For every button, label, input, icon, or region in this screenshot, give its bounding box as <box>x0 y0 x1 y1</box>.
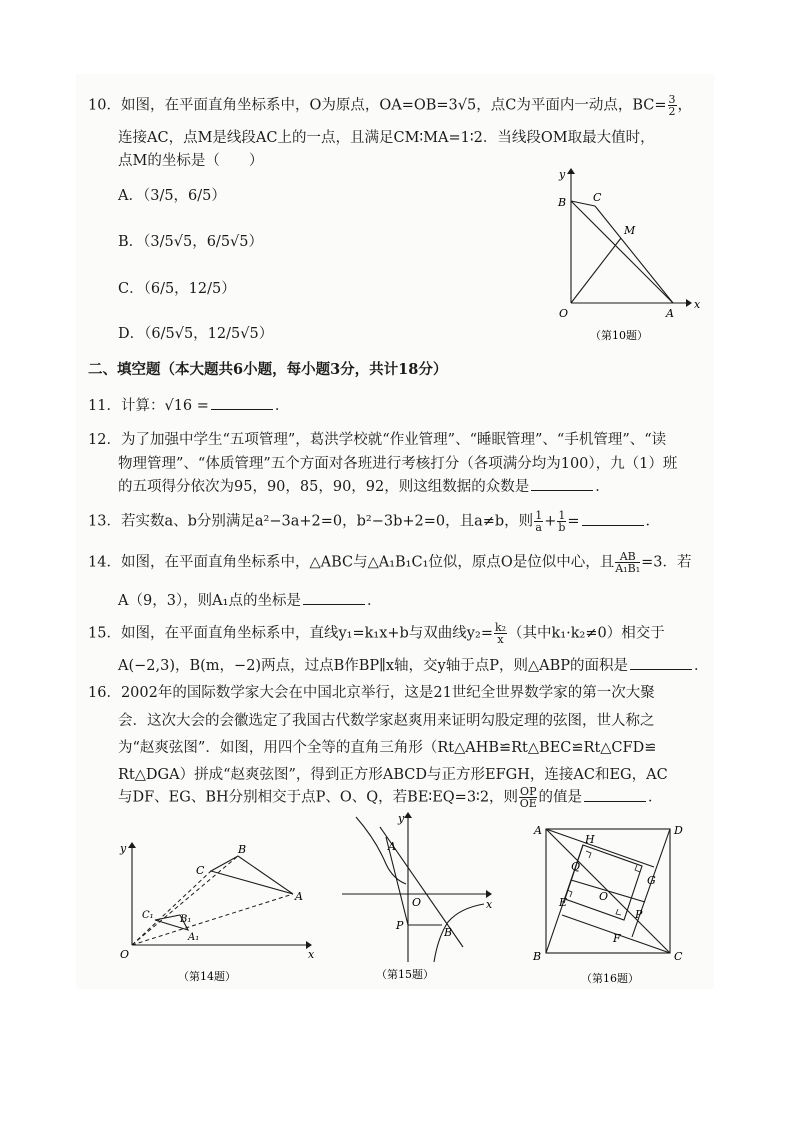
q16-line5: 与DF、EG、BH分别相交于点P、O、Q，若BE∶EQ=3∶2，则 $\frac{OP}{OE}$ 的值是 ． <box>118 785 663 810</box>
q10-label-a: A <box>666 307 674 320</box>
q10-segment-om <box>571 238 621 303</box>
q10-option-d: D．（6/5√5，12/5√5） <box>118 326 274 342</box>
q14-ray-ob <box>132 856 238 945</box>
q10-label-o: O <box>559 307 569 320</box>
q14-line1: 14．如图，在平面直角坐标系中，△ABC与△A₁B₁C₁位似，原点O是位似中心，且 $\frac{AB}{\text{A₁B₁}}$ =3．若 <box>88 550 692 575</box>
q16-segment-ag <box>546 829 654 867</box>
q14-label-o: O <box>120 948 130 961</box>
q16-label-p: P <box>635 908 643 921</box>
q15-figure <box>338 812 498 984</box>
q16-label-o: O <box>599 890 609 903</box>
q15-line2: A(−2,3)，B(m，−2)两点，过点B作BP∥x轴，交y轴于点P，则△ABP的面积是 ． <box>118 658 709 674</box>
q16-line1: 16．2002年的国际数学家大会在中国北京举行，这是21世纪全世界数学家的第一次大聚 <box>88 685 655 701</box>
q16-caption: （第16题） <box>581 972 639 985</box>
q14-label-b: B <box>238 843 247 856</box>
q10-y-arrow <box>567 168 575 174</box>
q14-figure <box>110 838 325 988</box>
q16-right-angle-f <box>616 909 621 915</box>
q12-line1: 12．为了加强中学生“五项管理”，葛洪学校就“作业管理”、“睡眠管理”、“手机管理”、“读 <box>88 432 667 448</box>
q15-fraction: $\frac{\text{k₂}}{x}$ <box>494 621 507 646</box>
q12-line3: 的五项得分依次为95，90，85，90，92，则这组数据的众数是 ． <box>118 479 610 495</box>
q13-fraction-2: $\frac{1}{b}$ <box>558 509 566 534</box>
q10-line3: 点M的坐标是（ ） <box>118 153 264 169</box>
q10-bc-fraction: $\frac{3}{2}$ <box>668 93 676 118</box>
q16-line4: Rt△DGA）拼成“赵爽弦图”，得到正方形ABCD与正方形EFGH，连接AC和EG，AC <box>118 767 668 783</box>
q16-figure <box>525 818 695 990</box>
q10-label-m: M <box>624 224 636 237</box>
q10-figure <box>540 166 710 346</box>
q16-right-angle-h <box>586 851 591 858</box>
q16-right-angle-g <box>635 865 640 872</box>
q15-label-p: P <box>396 919 404 932</box>
q14-line2: A（9，3），则A₁点的坐标是 ． <box>118 593 382 609</box>
q14-fraction: $\frac{AB}{\text{A₁B₁}}$ <box>615 550 641 575</box>
q12-line2: 物理管理”、“体质管理”五个方面对各班进行考核打分（各项满分均为100），九（1）班 <box>118 456 678 472</box>
q10-label-b: B <box>558 196 567 209</box>
q10-option-c: C．（6/5，12/5） <box>118 281 236 297</box>
q14-label-x: x <box>308 948 315 961</box>
q10-option-a: A．（3/5，6/5） <box>118 188 226 204</box>
q15-line1: 15．如图，在平面直角坐标系中，直线y₁=k₁x+b与双曲线y₂= $\frac{\text{k₂}}{x}$ （其中k₁·k₂≠0）相交于 <box>88 621 665 646</box>
q10-option-b: B．（3/5√5，6/5√5） <box>118 234 264 250</box>
q15-answer-blank <box>630 657 692 670</box>
q16-label-g: G <box>647 874 656 887</box>
q14-caption: （第14题） <box>178 970 236 983</box>
q15-hyperbola-lower <box>434 904 484 962</box>
q10-label-y: y <box>559 168 566 181</box>
q13-fraction-1: $\frac{1}{a}$ <box>535 509 543 534</box>
q14-label-a: A <box>295 890 303 903</box>
q15-label-o: O <box>412 896 422 909</box>
q16-line2: 会．这次大会的会徽选定了我国古代数学家赵爽用来证明勾股定理的弦图，世人称之 <box>118 713 655 729</box>
q15-y-arrow <box>404 812 412 818</box>
q16-label-a: A <box>534 824 542 837</box>
q16-label-f: F <box>613 932 621 945</box>
q16-label-e: E <box>559 896 568 909</box>
q16-label-h: H <box>585 833 595 846</box>
q10-line1: 10．如图，在平面直角坐标系中，O为原点，OA=OB=3√5，点C为平面内一动点，BC= $\frac{3}{2}$ ， <box>88 93 692 118</box>
q15-hyperbola-upper <box>356 817 406 884</box>
q13-answer-blank <box>582 513 644 526</box>
q16-label-b: B <box>533 950 542 963</box>
q14-answer-blank <box>303 592 365 605</box>
q10-line2: 连接AC，点M是线段AC上的一点，且满足CM∶MA=1∶2．当线段OM取最大值时， <box>118 130 655 146</box>
q16-label-d: D <box>674 824 683 837</box>
q10-caption: （第10题） <box>590 329 648 342</box>
q15-label-y: y <box>398 812 405 825</box>
q10-segment-ba <box>571 201 673 303</box>
q15-caption: （第15题） <box>376 968 434 981</box>
q16-answer-blank <box>584 789 646 802</box>
q10-label-c: C <box>593 191 602 204</box>
q16-square-efgh <box>565 845 642 920</box>
q10-segment-ca <box>595 206 673 303</box>
q11: 11．计算：√16 = ． <box>88 398 290 414</box>
q10-label-x: x <box>694 298 701 311</box>
section-2-heading: 二、填空题（本大题共6小题，每小题3分，共计18分） <box>88 361 448 378</box>
q13: 13．若实数a、b分别满足a²−3a+2=0，b²−3b+2=0，且a≠b，则 $\frac{1}{a}$ + $\frac{1}{b}$ = ． <box>88 509 660 534</box>
q16-fraction: $\frac{OP}{OE}$ <box>519 785 537 810</box>
q16-label-q: Q <box>571 860 581 873</box>
q14-label-b1: B₁ <box>180 914 192 925</box>
q14-label-y: y <box>120 842 127 855</box>
q10-x-arrow <box>686 299 692 307</box>
q14-y-arrow <box>128 842 136 848</box>
q15-label-x: x <box>486 898 493 911</box>
q16-label-c: C <box>674 950 683 963</box>
q12-answer-blank <box>531 478 593 491</box>
q15-label-a: A <box>388 840 396 853</box>
q14-label-c1: C₁ <box>142 910 154 921</box>
q16-line3: 为“赵爽弦图”．如图，用四个全等的直角三角形（Rt△AHB≌Rt△BEC≌Rt△CFD≌ <box>118 740 657 756</box>
q14-triangle-abc <box>211 856 293 894</box>
q14-label-c: C <box>196 864 205 877</box>
q11-answer-blank <box>211 397 273 410</box>
q15-label-b: B <box>444 926 453 939</box>
q15-x-arrow <box>486 890 492 898</box>
q14-label-a1: A₁ <box>188 932 200 943</box>
